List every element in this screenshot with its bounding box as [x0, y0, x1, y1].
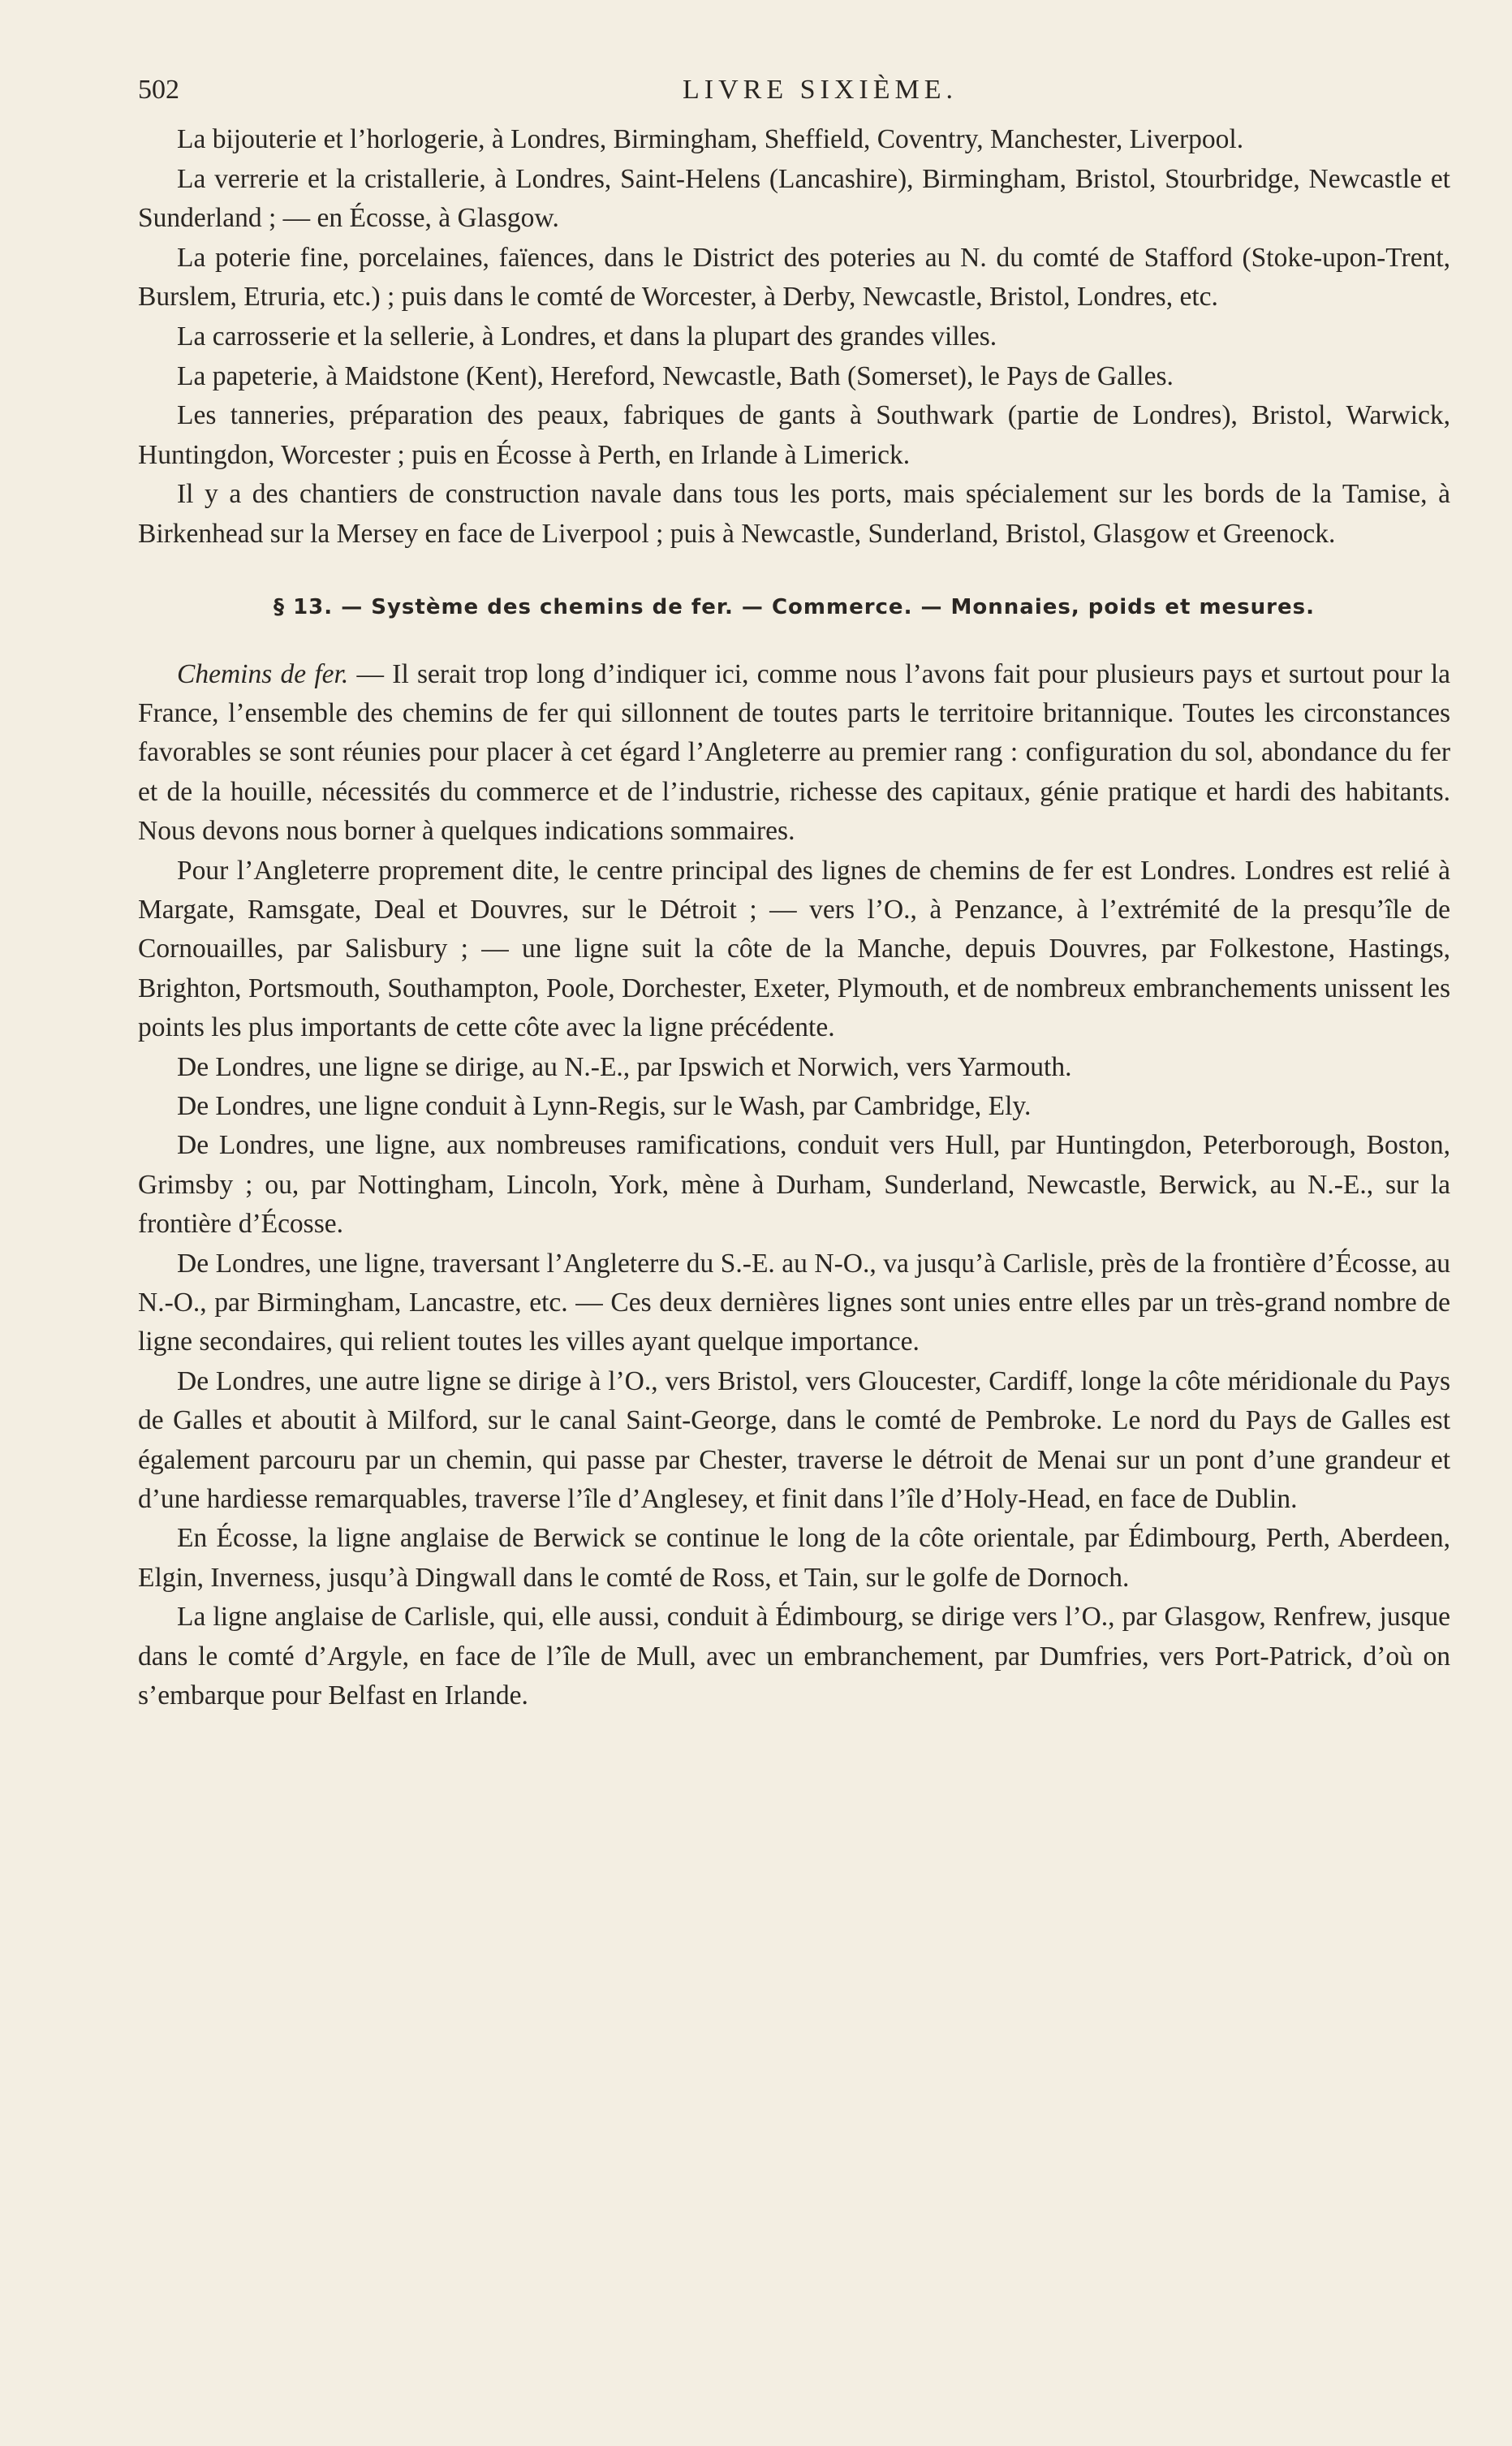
paragraph: La bijouterie et l’horlogerie, à Londres, Birmingham, Sheffield, Coventry, Manchester, Liverpool.	[177, 124, 1244, 154]
paragraph: De Londres, une ligne se dirige, au N.-E., par Ipswich et Norwich, vers Yarmouth.	[177, 1051, 1072, 1082]
section-railways	[138, 655, 1450, 1716]
paragraph	[138, 655, 1450, 852]
paragraph: Il y a des chantiers de construction navale dans tous les ports, mais spécialement sur les bords de la Tamise, à Birkenhead sur la Mersey en face de Liverpool ; puis à Newcastle, Sunderland, Bristol, Glasgow et Greenock.	[138, 479, 1450, 549]
paragraph: La ligne anglaise de Carlisle, qui, elle aussi, conduit à Édimbourg, se dirige vers l’O., par Glasgow, Renfrew, jusque dans le comté d’Argyle, en face de l’île de Mull, avec un embranchement, par Dumfries, vers Port-Patrick, d’où on s’embarque pour Belfast en Irlande.	[138, 1602, 1450, 1711]
paragraph: La papeterie, à Maidstone (Kent), Hereford, Newcastle, Bath (Somerset), le Pays de Galles.	[177, 360, 1174, 391]
paragraph: Pour l’Angleterre proprement dite, le centre principal des lignes de chemins de fer est Londres. Londres est relié à Margate, Ramsgate, Deal et Douvres, sur le Détroit ; — vers l’O., à Penzance, à l’extrémité de la presqu’île de Cornouailles, par Salisbury ; — une ligne suit la côte de la Manche, depuis Douvres, par Folkestone, Hastings, Brighton, Portsmouth, Southampton, Poole, Dorchester, Exeter, Plymouth, et de nombreux embranchements unissent les points les plus importants de cette côte avec la ligne précédente.	[138, 855, 1450, 1043]
paragraph: De Londres, une ligne, traversant l’Angleterre du S.-E. au N-O., va jusqu’à Carlisle, près de la frontière d’Écosse, au N.-O., par Birmingham, Lancastre, etc. — Ces deux dernières lignes sont unies entre elles par un très-grand nombre de ligne secondaires, qui relient toutes les villes ayant quelque importance.	[138, 1248, 1450, 1357]
paragraph: De Londres, une ligne, aux nombreuses ramifications, conduit vers Hull, par Huntingdon, Peterborough, Boston, Grimsby ; ou, par Nottingham, Lincoln, York, mène à Durham, Sunderland, Newcastle, Berwick, au N.-E., sur la frontière d’Écosse.	[138, 1130, 1450, 1240]
paragraph: De Londres, une ligne conduit à Lynn-Regis, sur le Wash, par Cambridge, Ely.	[177, 1091, 1032, 1121]
lead-term: Chemins de fer.	[177, 658, 349, 689]
running-title: LIVRE SIXIÈME.	[683, 75, 958, 105]
section-heading: § 13. — Système des chemins de fer. — Commerce. — Monnaies, poids et mesures.	[274, 594, 1315, 619]
paragraph: La verrerie et la cristallerie, à Londres, Saint-Helens (Lancashire), Birmingham, Bristol, Stourbridge, Newcastle et Sunderland ; — en Écosse, à Glasgow.	[138, 163, 1450, 234]
paragraph: La poterie fine, porcelaines, faïences, dans le District des poteries au N. du comté de Stafford (Stoke-upon-Trent, Burslem, Etruria, etc.) ; puis dans le comté de Worcester, à Derby, Newcastle, Bristol, Londres, etc.	[138, 242, 1450, 313]
paragraph-text: — Il serait trop long d’indiquer ici, comme nous l’avons fait pour plusieurs pays et surtout pour la France, l’ensemble des chemins de fer qui sillonnent de toutes parts le territoire britannique. Toutes les circonstances favorables se sont réunies pour placer à cet égard l’Angleterre au premier rang : configuration du sol, abondance du fer et de la houille, nécessités du commerce et de l’industrie, richesse des capitaux, génie pratique et hardi des habitants. Nous devons nous borner à quelques indications sommaires.	[138, 658, 1451, 847]
running-header	[138, 63, 1454, 120]
page-number: 502	[138, 75, 179, 105]
paragraph: La carrosserie et la sellerie, à Londres, et dans la plupart des grandes villes.	[177, 321, 997, 352]
paragraph: De Londres, une autre ligne se dirige à l’O., vers Bristol, vers Gloucester, Cardiff, longe la côte méridionale du Pays de Galles et aboutit à Milford, sur le canal Saint-George, dans le comté de Pembroke. Le nord du Pays de Galles est également parcouru par un chemin, qui passe par Chester, traverse le détroit de Menai sur un pont d’une grandeur et d’une hardiesse remarquables, traverse l’île d’Anglesey, et finit dans l’île d’Holy-Head, en face de Dublin.	[138, 1365, 1450, 1515]
section-industries	[138, 120, 1450, 554]
paragraph: En Écosse, la ligne anglaise de Berwick se continue le long de la côte orientale, par Édimbourg, Perth, Aberdeen, Elgin, Inverness, jusqu’à Dingwall dans le comté de Ross, et Tain, sur le golfe de Dornoch.	[138, 1523, 1450, 1593]
paragraph: Les tanneries, préparation des peaux, fabriques de gants à Southwark (partie de Londres), Bristol, Warwick, Huntingdon, Worcester ; puis en Écosse à Perth, en Irlande à Limerick.	[138, 400, 1450, 470]
